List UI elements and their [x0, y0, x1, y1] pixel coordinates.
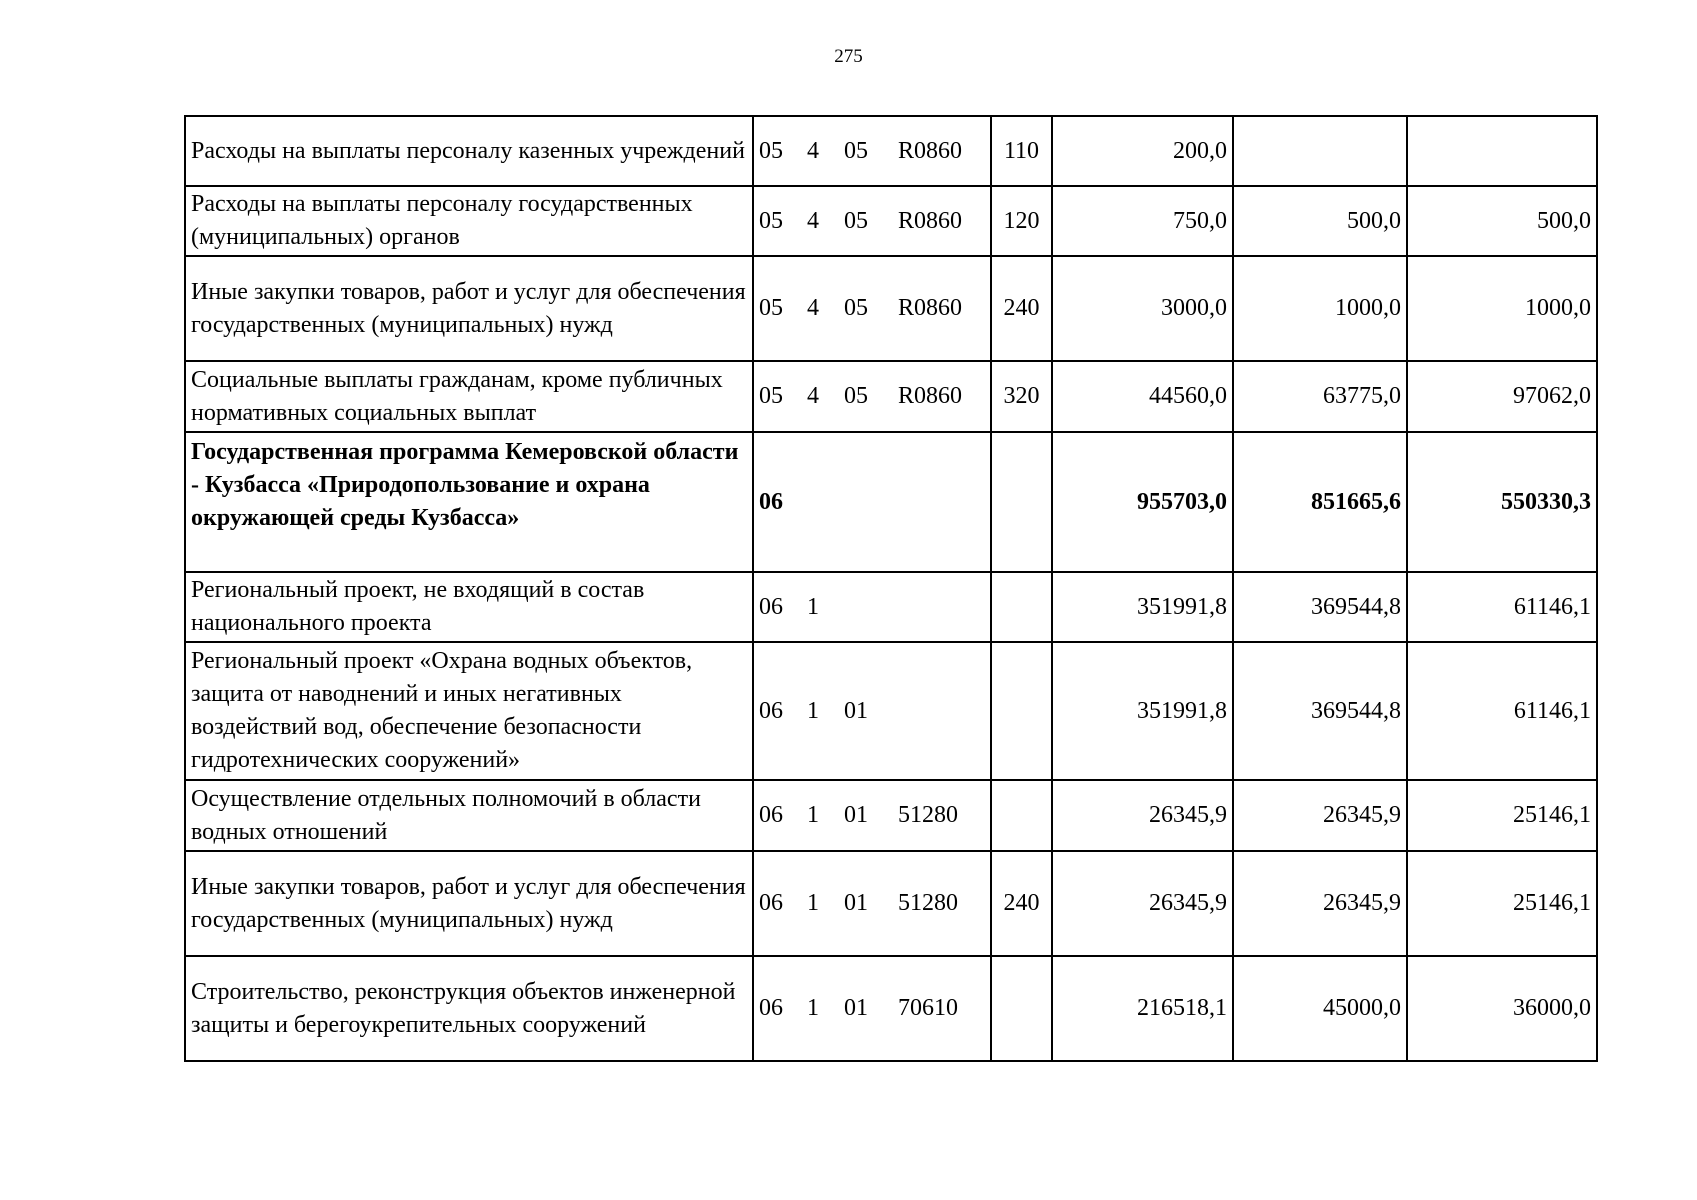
code-program: 06 [759, 995, 783, 1021]
expense-type [991, 432, 1052, 572]
expense-type [991, 572, 1052, 642]
expense-type [991, 642, 1052, 780]
page-number: 275 [834, 46, 863, 67]
row-name: Иные закупки товаров, работ и услуг для обеспечения государственных (муниципальных) нужд [185, 256, 753, 361]
code-subprogram: 1 [807, 697, 819, 724]
amount-year-1: 44560,0 [1052, 361, 1233, 432]
table-row [185, 642, 1597, 780]
code-direction: R0860 [898, 207, 963, 234]
amount-year-2: 369544,8 [1233, 572, 1407, 642]
table-row [185, 116, 1597, 186]
code-direction: 51280 [898, 890, 958, 916]
code-event: 05 [844, 137, 868, 164]
row-name: Региональный проект, не входящий в состав национального проекта [185, 572, 753, 642]
code-event: 05 [844, 295, 868, 321]
code-direction: R0860 [898, 383, 963, 409]
amount-year-1: 26345,9 [1052, 780, 1233, 851]
code-subprogram: 4 [807, 383, 819, 409]
amount-year-3: 61146,1 [1407, 572, 1597, 642]
amount-year-3: 25146,1 [1407, 780, 1597, 851]
expense-type [991, 780, 1052, 851]
row-name: Расходы на выплаты персоналу государственных (муниципальных) органов [185, 186, 753, 256]
budget-table-body [185, 116, 1597, 1061]
classification-code [753, 116, 991, 186]
table-row [185, 432, 1597, 572]
amount-year-1: 351991,8 [1052, 642, 1233, 780]
code-event: 01 [844, 995, 868, 1021]
expense-type: 320 [991, 361, 1052, 432]
code-subprogram: 1 [807, 890, 819, 916]
amount-year-2: 500,0 [1233, 186, 1407, 256]
code-event: 01 [844, 697, 868, 724]
row-name: Осуществление отдельных полномочий в области водных отношений [185, 780, 753, 851]
code-event: 01 [844, 890, 868, 916]
row-name: Иные закупки товаров, работ и услуг для обеспечения государственных (муниципальных) нужд [185, 851, 753, 956]
code-subprogram: 1 [807, 593, 819, 620]
amount-year-3: 97062,0 [1407, 361, 1597, 432]
amount-year-1: 216518,1 [1052, 956, 1233, 1061]
table-row [185, 186, 1597, 256]
amount-year-2: 1000,0 [1233, 256, 1407, 361]
amount-year-3 [1407, 116, 1597, 186]
amount-year-3: 1000,0 [1407, 256, 1597, 361]
code-event: 05 [844, 207, 868, 234]
row-name: Государственная программа Кемеровской области - Кузбасса «Природопользование и охрана окружающей среды Кузбасса» [185, 432, 753, 572]
expense-type: 120 [991, 186, 1052, 256]
amount-year-2 [1233, 116, 1407, 186]
code-direction: 51280 [898, 802, 958, 828]
expense-type [991, 956, 1052, 1061]
code-event: 05 [844, 383, 868, 409]
table-row [185, 780, 1597, 851]
amount-year-3: 36000,0 [1407, 956, 1597, 1061]
code-program: 05 [759, 295, 783, 321]
budget-table [184, 115, 1598, 1062]
classification-code [753, 572, 991, 642]
code-program: 06 [759, 697, 783, 724]
amount-year-2: 26345,9 [1233, 780, 1407, 851]
code-program: 06 [759, 802, 783, 828]
expense-type: 110 [991, 116, 1052, 186]
code-subprogram: 1 [807, 802, 819, 828]
table-row [185, 361, 1597, 432]
amount-year-3: 550330,3 [1407, 432, 1597, 572]
amount-year-1: 26345,9 [1052, 851, 1233, 956]
row-name: Расходы на выплаты персоналу казенных учреждений [185, 116, 753, 186]
amount-year-2: 369544,8 [1233, 642, 1407, 780]
code-subprogram: 4 [807, 295, 819, 321]
amount-year-3: 25146,1 [1407, 851, 1597, 956]
table-row [185, 851, 1597, 956]
code-program: 06 [759, 890, 783, 916]
amount-year-3: 61146,1 [1407, 642, 1597, 780]
amount-year-2: 45000,0 [1233, 956, 1407, 1061]
classification-code [753, 361, 991, 432]
classification-code [753, 780, 991, 851]
table-row [185, 956, 1597, 1061]
table-row [185, 572, 1597, 642]
classification-code [753, 256, 991, 361]
code-program: 05 [759, 383, 783, 409]
code-program: 05 [759, 137, 783, 164]
amount-year-2: 26345,9 [1233, 851, 1407, 956]
classification-code [753, 432, 991, 572]
code-subprogram: 4 [807, 137, 819, 164]
expense-type: 240 [991, 256, 1052, 361]
row-name: Строительство, реконструкция объектов инженерной защиты и берегоукрепительных сооружений [185, 956, 753, 1061]
classification-code [753, 851, 991, 956]
amount-year-3: 500,0 [1407, 186, 1597, 256]
amount-year-1: 351991,8 [1052, 572, 1233, 642]
row-name: Региональный проект «Охрана водных объектов, защита от наводнений и иных негативных воздействий вод, обеспечение безопасности гидротехнических сооружений» [185, 642, 753, 780]
amount-year-1: 955703,0 [1052, 432, 1233, 572]
classification-code [753, 956, 991, 1061]
amount-year-1: 200,0 [1052, 116, 1233, 186]
amount-year-2: 63775,0 [1233, 361, 1407, 432]
amount-year-1: 3000,0 [1052, 256, 1233, 361]
code-event: 01 [844, 802, 868, 828]
row-name: Социальные выплаты гражданам, кроме публичных нормативных социальных выплат [185, 361, 753, 432]
code-program: 06 [759, 488, 783, 515]
classification-code [753, 186, 991, 256]
code-direction: R0860 [898, 295, 963, 321]
table-row [185, 256, 1597, 361]
code-subprogram: 1 [807, 995, 819, 1021]
amount-year-1: 750,0 [1052, 186, 1233, 256]
code-direction: R0860 [898, 137, 963, 164]
code-program: 05 [759, 207, 783, 234]
classification-code [753, 642, 991, 780]
amount-year-2: 851665,6 [1233, 432, 1407, 572]
expense-type: 240 [991, 851, 1052, 956]
code-program: 06 [759, 593, 783, 620]
code-subprogram: 4 [807, 207, 819, 234]
code-direction: 70610 [898, 995, 958, 1021]
